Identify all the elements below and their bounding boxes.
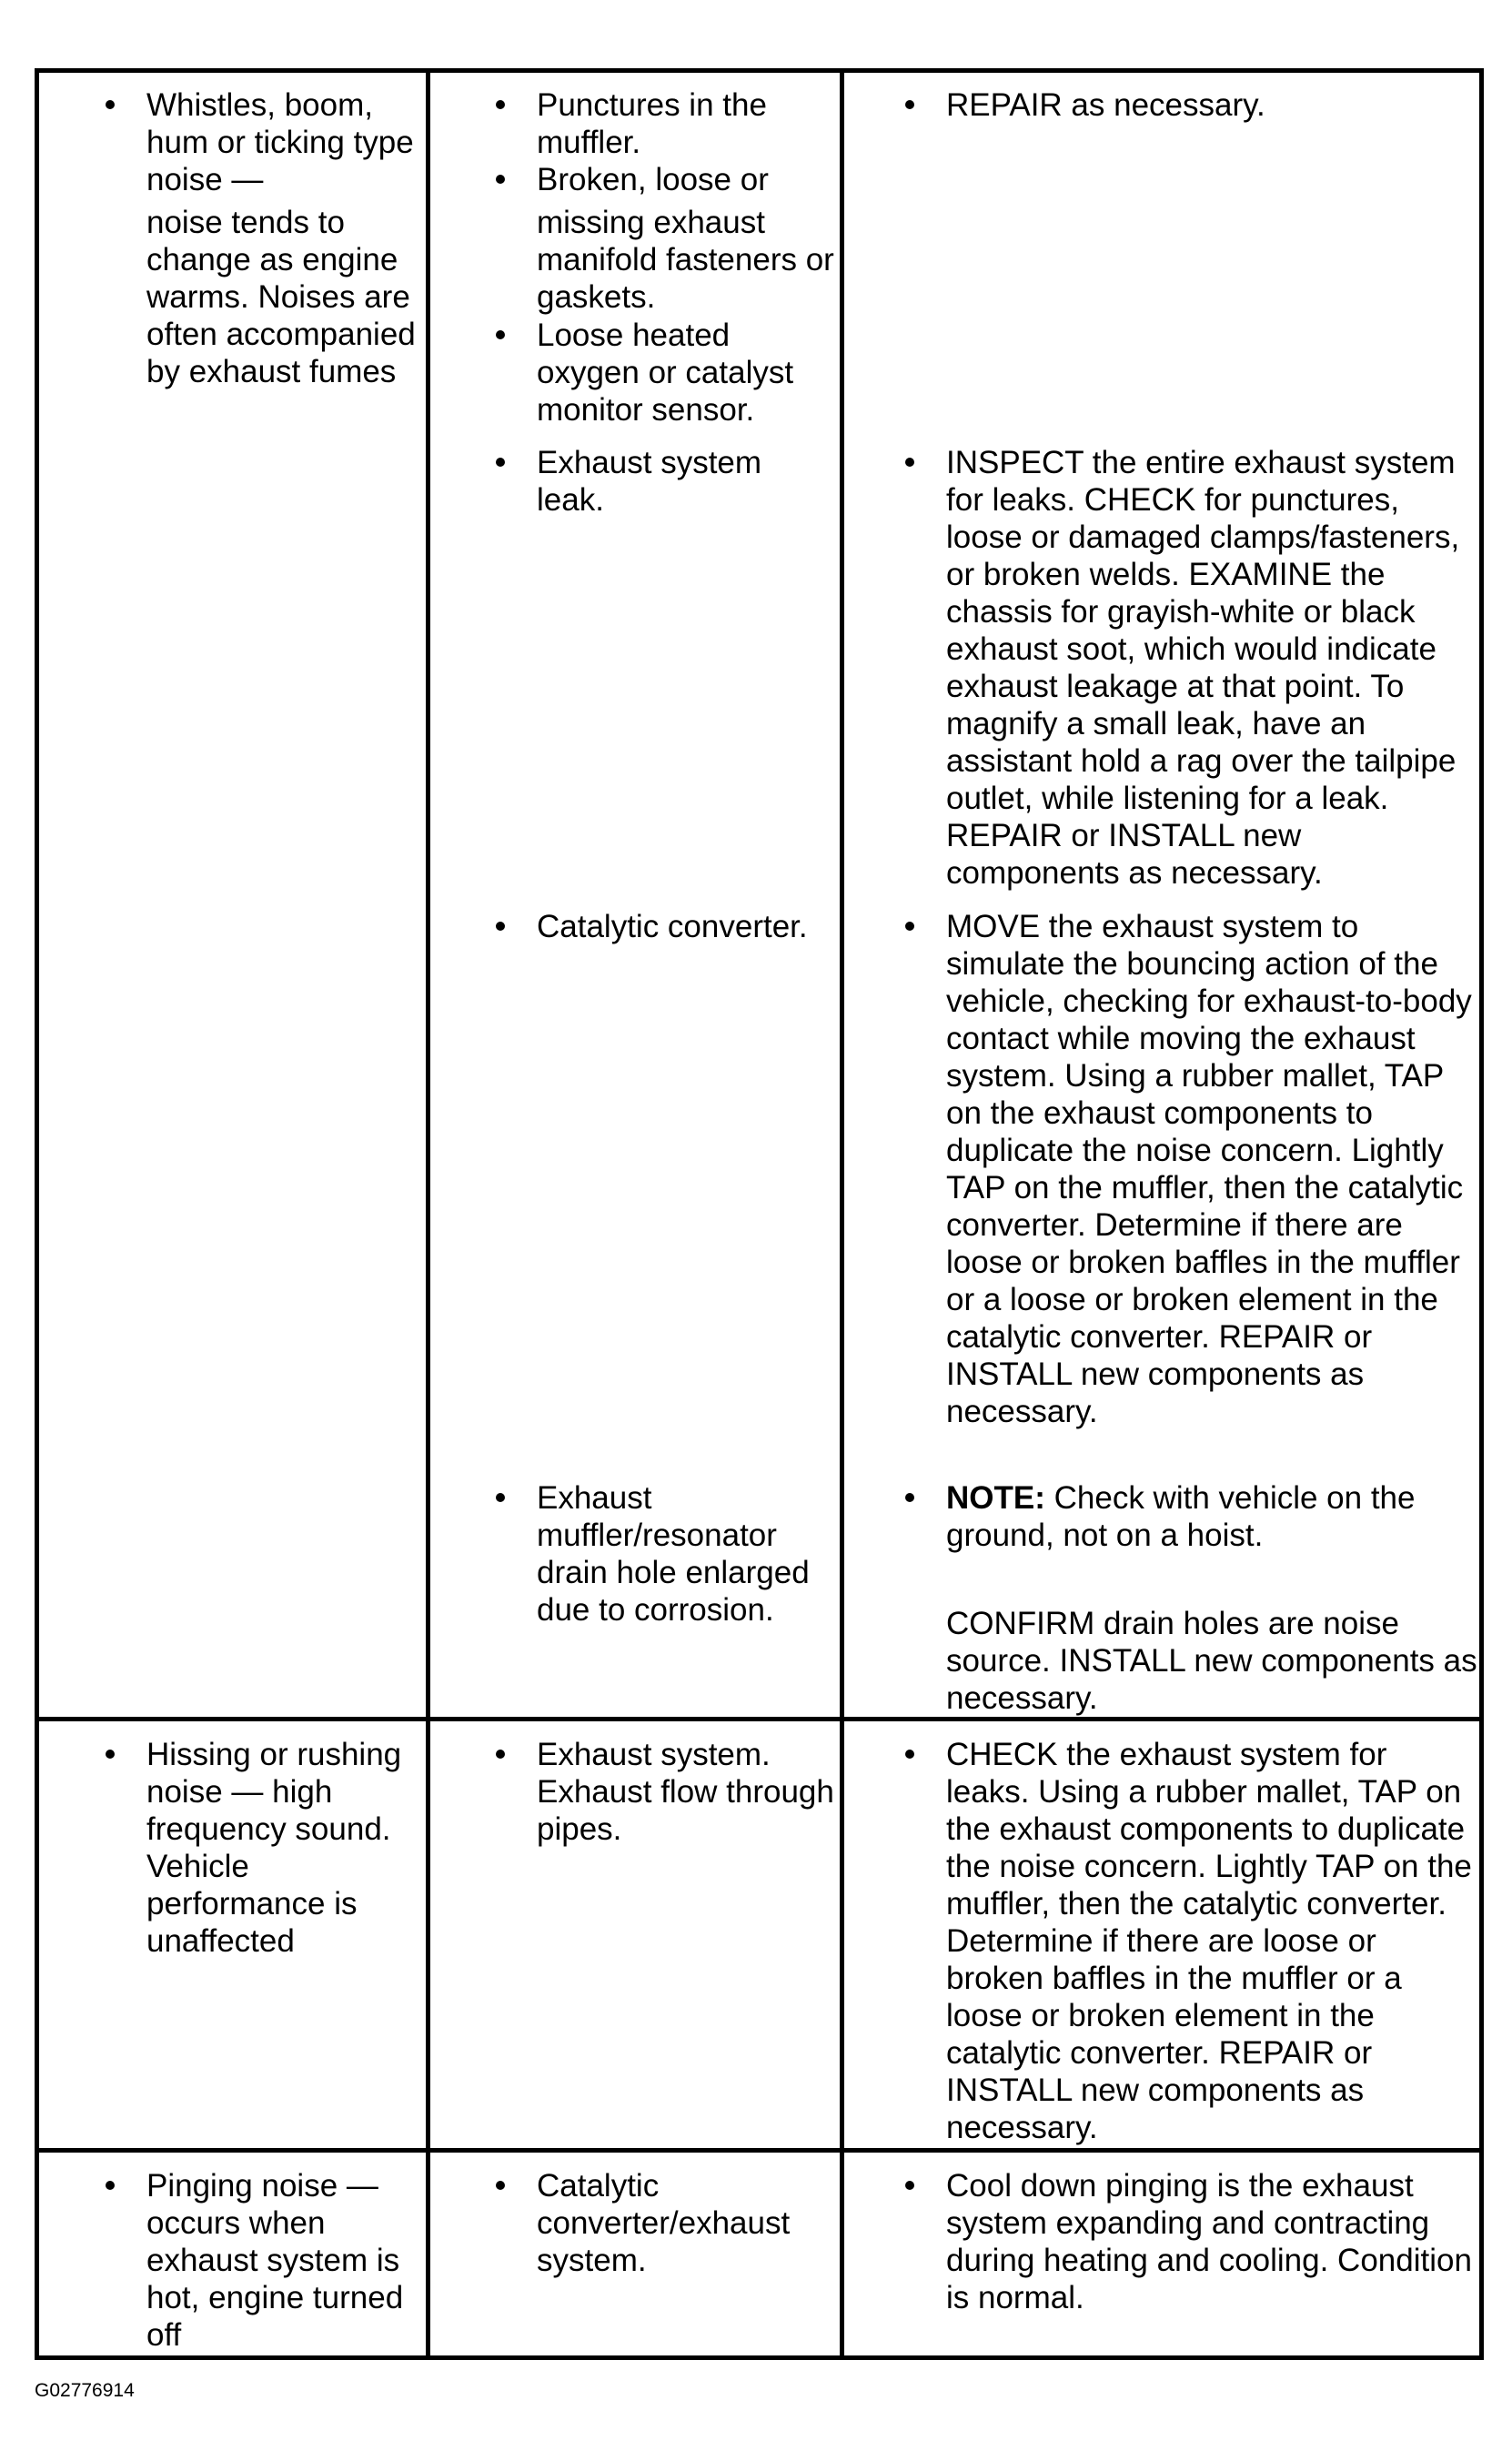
symptom-bullet-text: Whistles, boom, hum or ticking type noise — bbox=[146, 87, 414, 197]
action-move-exhaust: MOVE the exhaust system to simulate the bouncing action of the vehicle, checking for exhaust-to-body contact while moving the exhaust system. Using a rubber mallet, TAP on the exhaust components to duplicate the noise concern. Lightly TAP on the muffler, then the catalytic converter. Determine if there are loose or broken baffles in the muffler or a loose or broken element in the catalytic converter. REPAIR or INSTALL new components as necessary. bbox=[946, 908, 1478, 1430]
source-punctures: Punctures in the muffler. bbox=[537, 86, 837, 161]
action-inspect-leaks: INSPECT the entire exhaust system for leaks. CHECK for punctures, loose or damaged clamps/fasteners, or broken welds. EXAMINE the chassis for grayish-white or black exhaust soot, which would indicate exhaust leakage at that point. To magnify a small leak, have an assistant hold a rag over the tailpipe outlet, while listening for a leak. REPAIR or INSTALL new components as necessary. bbox=[946, 444, 1478, 892]
note-text: Check with vehicle on the ground, not on a hoist. bbox=[946, 1480, 1416, 1553]
source-broken-fasteners-continued: missing exhaust manifold fasteners or gaskets. bbox=[537, 205, 834, 315]
source-exhaust-flow: Exhaust system. Exhaust flow through pipes. bbox=[537, 1736, 837, 1848]
symptom-whistles bbox=[146, 86, 419, 390]
action-check-leaks: CHECK the exhaust system for leaks. Using a rubber mallet, TAP on the exhaust components to duplicate the noise concern. Lightly TAP on the muffler, then the catalytic converter. Determine if there are loose or broken baffles in the muffler or a loose or broken element in the catalytic converter. REPAIR or INSTALL new components as necessary. bbox=[946, 1736, 1478, 2146]
action-confirm-drain-holes: CONFIRM drain holes are noise source. INSTALL new components as necessary. bbox=[946, 1606, 1477, 1716]
symptom-continuation-text: noise tends to change as engine warms. Noises are often accompanied by exhaust fumes bbox=[146, 205, 416, 389]
source-catalytic-converter: Catalytic converter. bbox=[537, 908, 837, 945]
symptom-pinging: Pinging noise — occurs when exhaust system is hot, engine turned off bbox=[146, 2167, 419, 2354]
action-note bbox=[946, 1479, 1478, 1554]
action-cool-down: Cool down pinging is the exhaust system expanding and contracting during heating and cooling. Condition is normal. bbox=[946, 2167, 1478, 2316]
source-exhaust-leak: Exhaust system leak. bbox=[537, 444, 837, 519]
row-divider bbox=[39, 1717, 1479, 1721]
action-repair: REPAIR as necessary. bbox=[946, 86, 1478, 124]
row-divider bbox=[39, 2148, 1479, 2153]
note-label: NOTE: bbox=[946, 1480, 1045, 1516]
column-divider bbox=[426, 73, 430, 2355]
source-oxygen-sensor: Loose heated oxygen or catalyst monitor sensor. bbox=[537, 317, 837, 429]
diagnosis-table bbox=[35, 68, 1484, 2360]
symptom-hissing: Hissing or rushing noise — high frequency sound. Vehicle performance is unaffected bbox=[146, 1736, 419, 1960]
source-broken-fasteners: Broken, loose or bbox=[537, 161, 837, 198]
column-divider bbox=[840, 73, 844, 2355]
figure-code: G02776914 bbox=[35, 2380, 135, 2401]
source-drain-hole: Exhaust muffler/resonator drain hole enlarged due to corrosion. bbox=[537, 1479, 837, 1629]
source-catalytic-exhaust: Catalytic converter/exhaust system. bbox=[537, 2167, 837, 2279]
